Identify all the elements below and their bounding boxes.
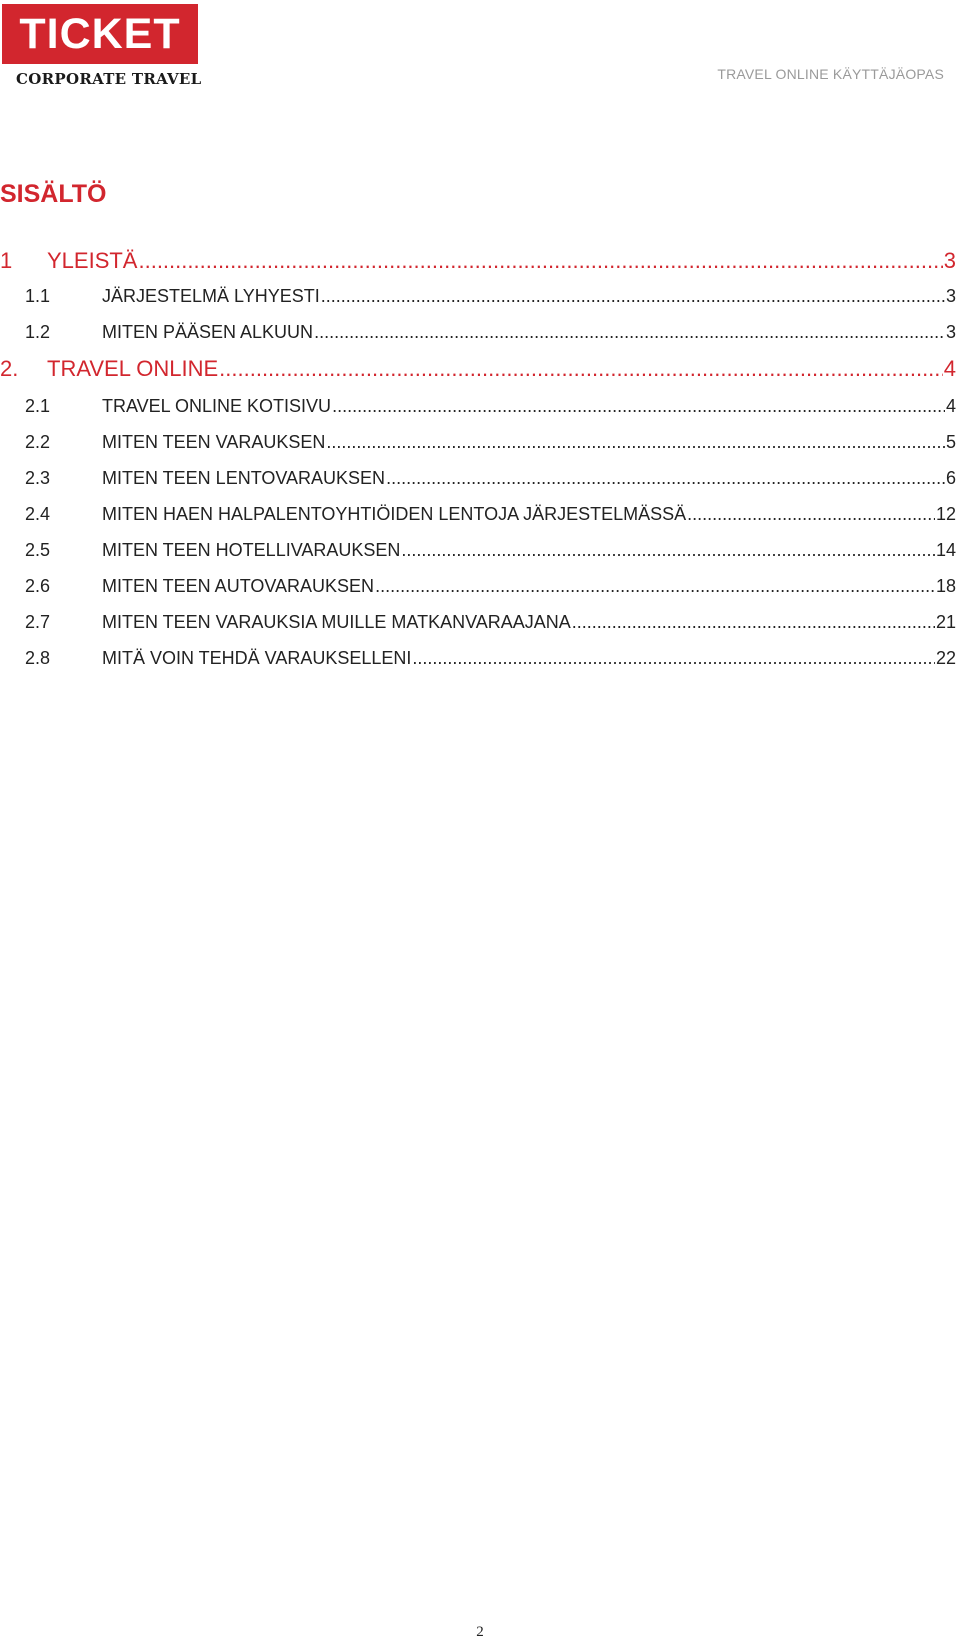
toc-dot-leader bbox=[386, 468, 945, 489]
toc-entry-number: 1.1 bbox=[25, 286, 51, 306]
toc-entry-number: 2.5 bbox=[25, 540, 51, 560]
toc-entry-1-2[interactable] bbox=[0, 322, 956, 352]
toc-entry-number: 1 bbox=[0, 248, 13, 273]
toc-entry-title: TRAVEL ONLINE KOTISIVU bbox=[102, 396, 332, 416]
toc-heading: SISÄLTÖ bbox=[0, 180, 107, 208]
toc-entry-number: 2.8 bbox=[25, 648, 51, 668]
toc-entry-page: 3 bbox=[945, 286, 956, 306]
toc-entry-title: MITEN TEEN AUTOVARAUKSEN bbox=[102, 576, 375, 596]
toc-entry-page: 3 bbox=[943, 248, 956, 273]
toc-entry-2-6[interactable] bbox=[0, 576, 956, 606]
toc-entry-page: 14 bbox=[935, 540, 956, 560]
toc-entry-number: 2.6 bbox=[25, 576, 51, 596]
toc-entry-2-7[interactable] bbox=[0, 612, 956, 642]
toc-entry-page: 12 bbox=[935, 504, 956, 524]
toc-dot-leader bbox=[687, 504, 935, 525]
toc-entry-number: 2.3 bbox=[25, 468, 51, 488]
toc-entry-title: MITEN PÄÄSEN ALKUUN bbox=[102, 322, 314, 342]
toc-entry-1-1[interactable] bbox=[0, 286, 956, 316]
toc-dot-leader bbox=[326, 432, 945, 453]
toc-entry-page: 5 bbox=[945, 432, 956, 452]
toc-dot-leader bbox=[314, 322, 945, 343]
toc-entry-number: 2. bbox=[0, 356, 19, 381]
toc-entry-2-8[interactable] bbox=[0, 648, 956, 678]
toc-dot-leader bbox=[219, 356, 943, 382]
toc-dot-leader bbox=[401, 540, 935, 561]
toc-dot-leader bbox=[321, 286, 945, 307]
toc-dot-leader bbox=[412, 648, 935, 669]
toc-entry-2[interactable] bbox=[0, 356, 956, 386]
toc-entry-2-3[interactable] bbox=[0, 468, 956, 498]
toc-entry-title: YLEISTÄ bbox=[47, 248, 138, 273]
ticket-corporate-travel-logo bbox=[2, 4, 202, 94]
toc-entry-page: 6 bbox=[945, 468, 956, 488]
toc-dot-leader bbox=[138, 248, 942, 274]
toc-dot-leader bbox=[375, 576, 935, 597]
toc-entry-page: 4 bbox=[943, 356, 956, 381]
toc-entry-title: MITEN HAEN HALPALENTOYHTIÖIDEN LENTOJA JÄRJESTELMÄSSÄ bbox=[102, 504, 687, 524]
toc-entry-number: 2.2 bbox=[25, 432, 51, 452]
toc-entry-title: MITEN TEEN HOTELLIVARAUKSEN bbox=[102, 540, 401, 560]
toc-entry-2-1[interactable] bbox=[0, 396, 956, 426]
logo-red-box bbox=[2, 4, 198, 64]
toc-entry-title: TRAVEL ONLINE bbox=[47, 356, 219, 381]
toc-entry-1[interactable] bbox=[0, 248, 956, 278]
toc-entry-title: MITÄ VOIN TEHDÄ VARAUKSELLENI bbox=[102, 648, 412, 668]
page-number: 2 bbox=[476, 1624, 484, 1640]
toc-entry-2-4[interactable] bbox=[0, 504, 956, 534]
toc-entry-title: MITEN TEEN VARAUKSIA MUILLE MATKANVARAAJANA bbox=[102, 612, 571, 632]
logo-subtitle: CORPORATE TRAVEL bbox=[16, 70, 202, 88]
toc-entry-number: 2.4 bbox=[25, 504, 51, 524]
toc-entry-title: MITEN TEEN LENTOVARAUKSEN bbox=[102, 468, 386, 488]
toc-entry-2-5[interactable] bbox=[0, 540, 956, 570]
toc-entry-number: 2.7 bbox=[25, 612, 51, 632]
logo-wordmark: TICKET bbox=[19, 10, 181, 58]
toc-entry-number: 2.1 bbox=[25, 396, 51, 416]
toc-entry-number: 1.2 bbox=[25, 322, 51, 342]
toc-entry-page: 4 bbox=[945, 396, 956, 416]
toc-dot-leader bbox=[572, 612, 935, 633]
toc-entry-title: MITEN TEEN VARAUKSEN bbox=[102, 432, 326, 452]
toc-entry-page: 3 bbox=[945, 322, 956, 342]
document-title: TRAVEL ONLINE KÄYTTÄJÄOPAS bbox=[717, 66, 944, 82]
toc-entry-title: JÄRJESTELMÄ LYHYESTI bbox=[102, 286, 320, 306]
toc-entry-2-2[interactable] bbox=[0, 432, 956, 462]
toc-dot-leader bbox=[332, 396, 945, 417]
toc-entry-page: 22 bbox=[935, 648, 956, 668]
toc-entry-page: 18 bbox=[935, 576, 956, 596]
toc-entry-page: 21 bbox=[935, 612, 956, 632]
